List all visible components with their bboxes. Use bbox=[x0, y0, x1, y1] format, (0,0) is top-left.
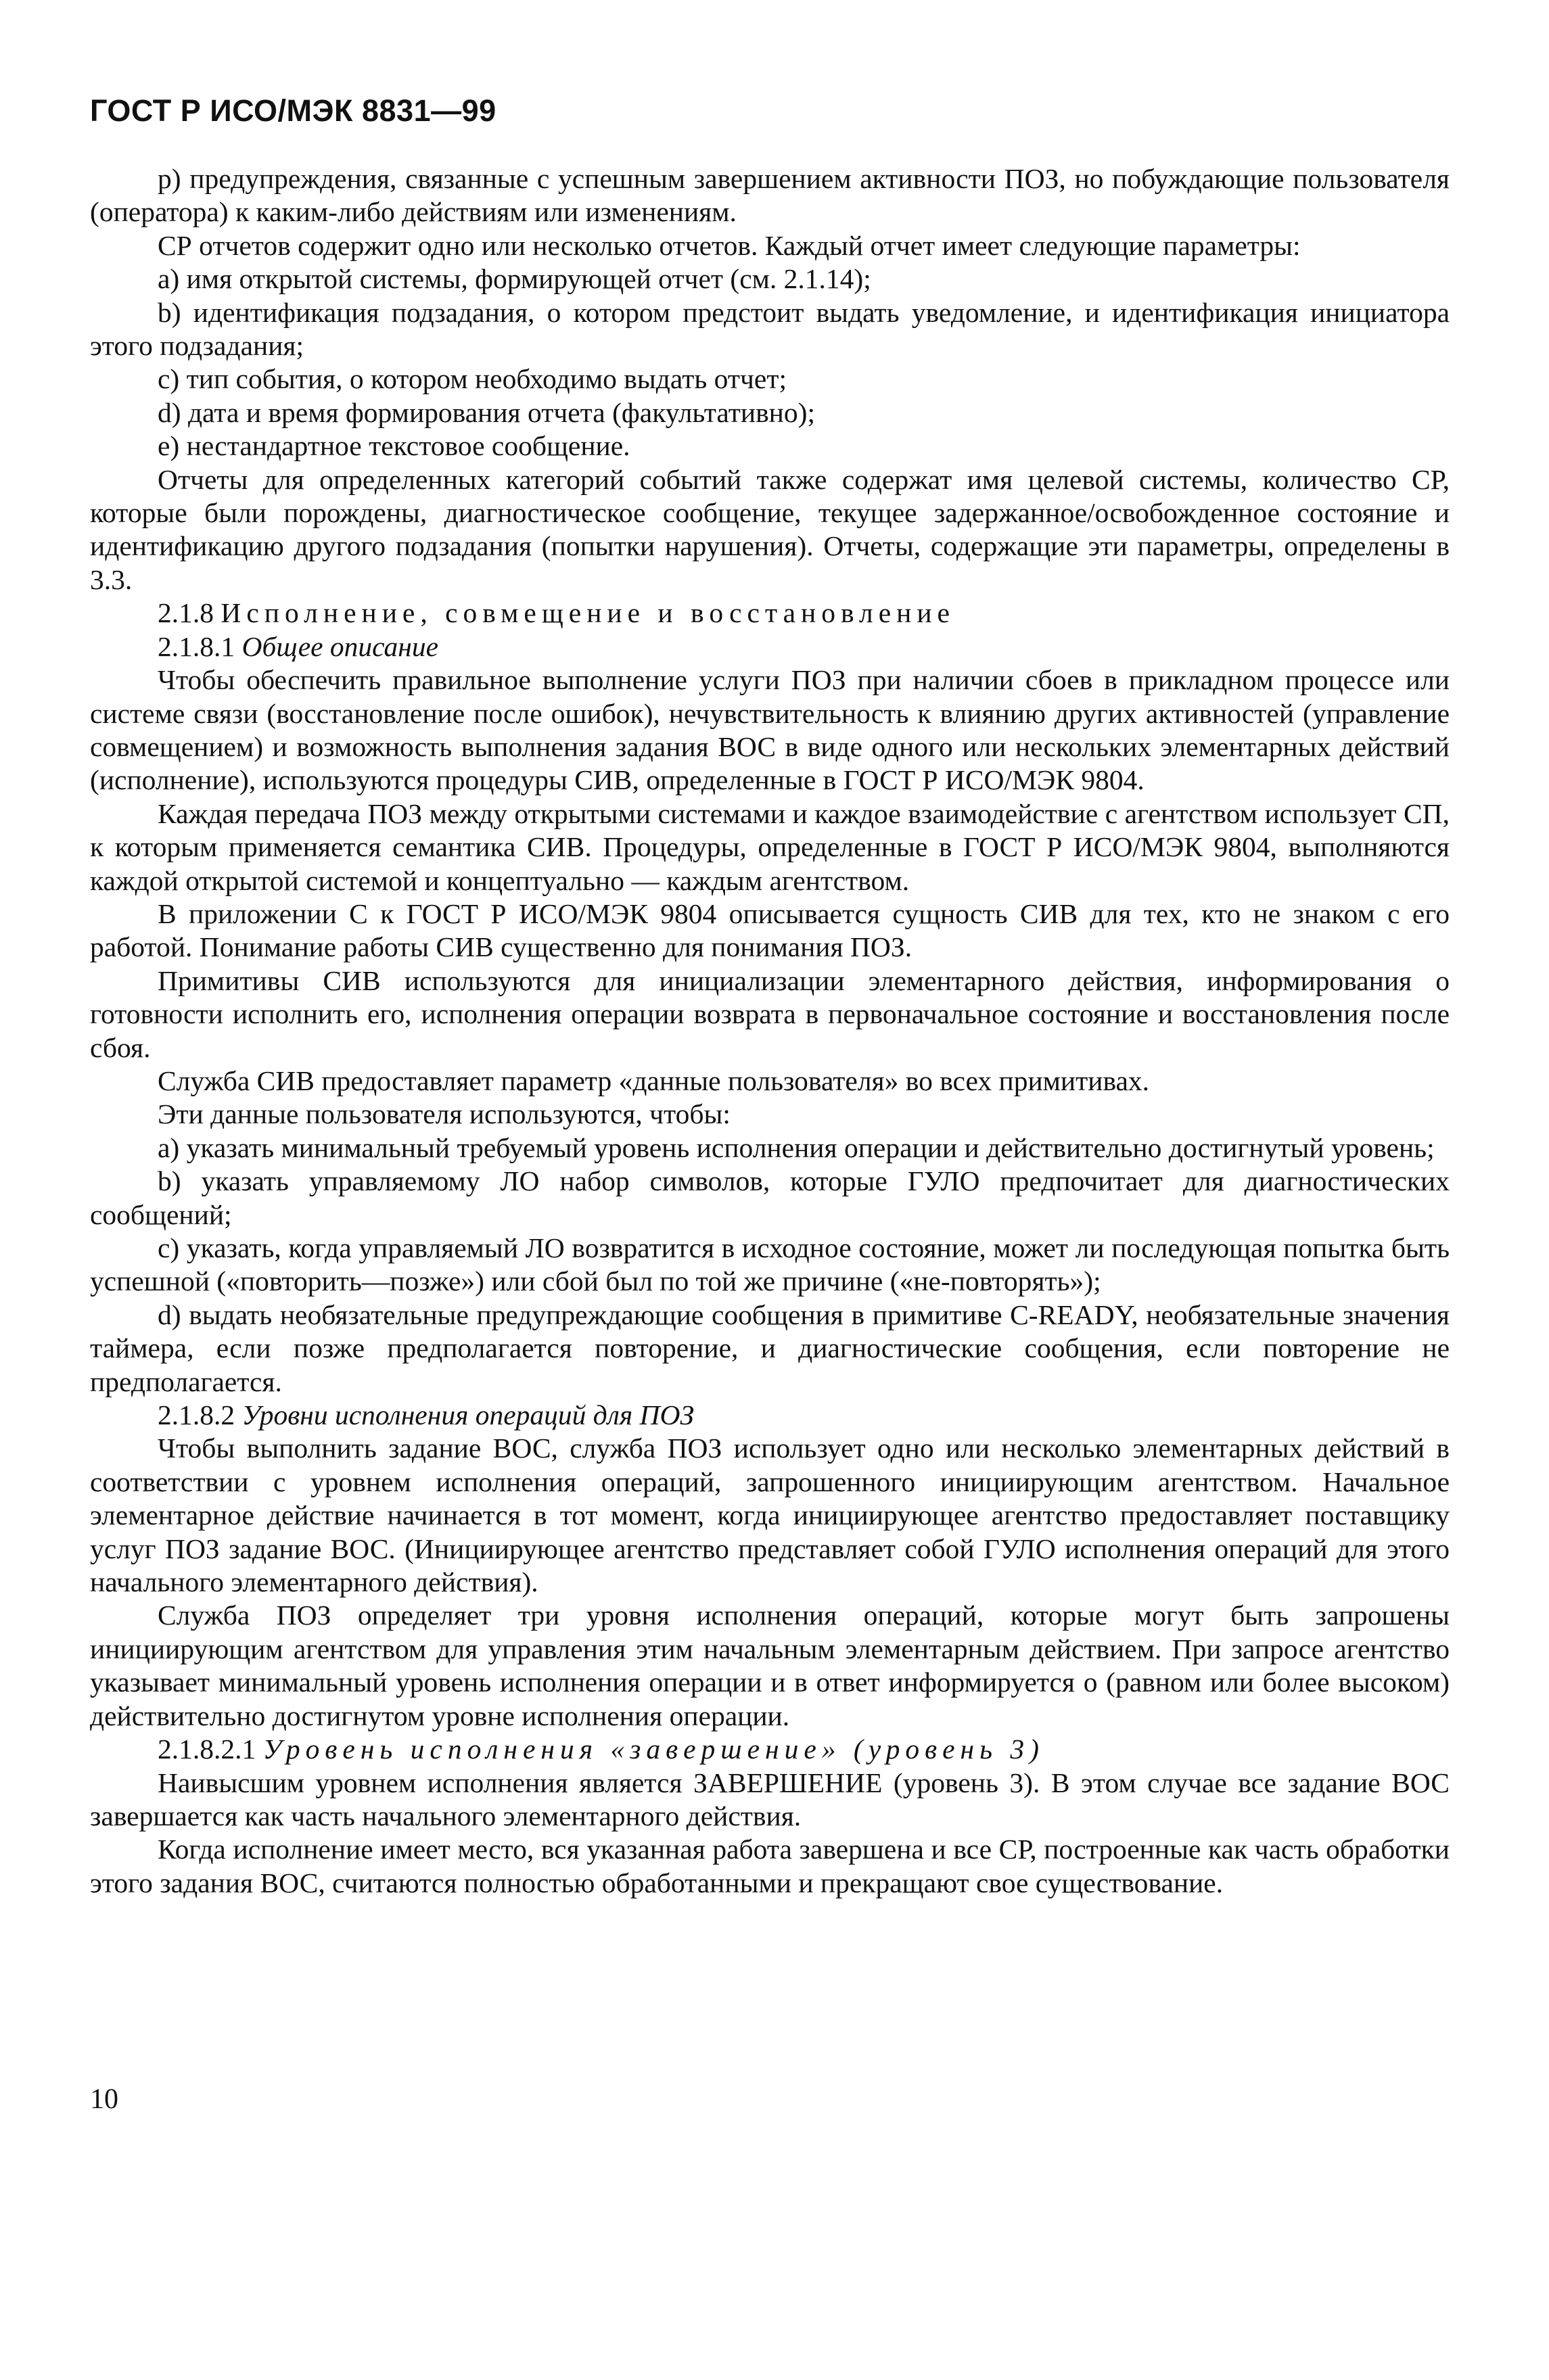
list-item-a: a) имя открытой системы, формирующей отчет (см. 2.1.14); bbox=[158, 263, 871, 295]
page-header: ГОСТ Р ИСО/МЭК 8831—99 bbox=[90, 93, 496, 128]
paragraph-primitives: Примитивы СИВ используются для инициализации элементарного действия, информирования о готовности исполнить его, исполнения операции возврата в первоначальное состояние и восстановления после сбоя. bbox=[90, 964, 1450, 1063]
section-number: 2.1.8.1 bbox=[158, 630, 235, 662]
section-number: 2.1.8.2 bbox=[158, 1399, 235, 1431]
list-item-e: e) нестандартное текстовое сообщение. bbox=[158, 430, 630, 462]
list-item-d: d) дата и время формирования отчета (факультативно); bbox=[158, 396, 815, 428]
section-heading-2-1-8 bbox=[90, 597, 1450, 630]
paragraph-ensure: Чтобы обеспечить правильное выполнение услуги ПОЗ при наличии сбоев в прикладном процессе или системе связи (восстановление после ошибок), нечувствительность к влиянию других активностей (управление совмещением) и возможность выполнения задания ВОС в виде одного или нескольких элементарных действий (исполнение), используются процедуры СИВ, определенные в ГОСТ Р ИСО/МЭК 9804. bbox=[90, 664, 1450, 796]
section-heading-2-1-8-2 bbox=[90, 1399, 1450, 1432]
section-number: 2.1.8.2.1 bbox=[158, 1733, 256, 1765]
paragraph-reports: Отчеты для определенных категорий событий также содержат имя целевой системы, количество СР, которые были порождены, диагностическое сообщение, текущее задержанное/освобожденное состояние и идентификацию другого подзадания (попытки нарушения). Отчеты, содержащие эти параметры, определены в 3.3. bbox=[90, 463, 1450, 595]
list-item-user-b: b) указать управляемому ЛО набор символов, которые ГУЛО предпочитает для диагностических сообщений; bbox=[90, 1165, 1450, 1230]
paragraph-highest-level: Наивысшим уровнем исполнения является ЗАВЕРШЕНИЕ (уровень 3). В этом случае все задание ВОС завершается как часть начального элементарного действия. bbox=[90, 1767, 1450, 1831]
paragraph-each-transfer: Каждая передача ПОЗ между открытыми системами и каждое взаимодействие с агентством использует СП, к которым применяется семантика СИВ. Процедуры, определенные в ГОСТ Р ИСО/МЭК 9804, выполняются каждой открытой системой и концептуально — каждым агентством. bbox=[90, 797, 1450, 896]
page-body bbox=[90, 162, 1450, 1900]
section-heading-2-1-8-2-1 bbox=[90, 1733, 1450, 1766]
paragraph-when-executed: Когда исполнение имеет место, вся указанная работа завершена и все СР, построенные как часть обработки этого задания ВОС, считаются полностью обработанными и прекращают свое существование. bbox=[90, 1834, 1450, 1898]
paragraph-item-p: p) предупреждения, связанные с успешным завершением активности ПОЗ, но побуждающие пользователя (оператора) к каким-либо действиям или изменениям. bbox=[90, 163, 1450, 228]
section-title: Уровни исполнения операций для ПОЗ bbox=[241, 1399, 695, 1431]
section-title: Общее описание bbox=[241, 630, 439, 662]
section-number: 2.1.8 bbox=[158, 597, 214, 629]
section-heading-2-1-8-1 bbox=[90, 630, 1450, 663]
paragraph-user-data: Эти данные пользователя используются, чтобы: bbox=[158, 1098, 731, 1130]
list-item-c: c) тип события, о котором необходимо выдать отчет; bbox=[158, 363, 787, 395]
paragraph-cr-reports: СР отчетов содержит одно или несколько отчетов. Каждый отчет имеет следующие параметры: bbox=[158, 229, 1301, 261]
section-title: Уровень исполнения «завершение» (уровень 3) bbox=[262, 1733, 1044, 1765]
list-item-user-d: d) выдать необязательные предупреждающие сообщения в примитиве C-READY, необязательные значения таймера, если позже предполагается повторение, и диагностические сообщения, если повторение не предполагается. bbox=[90, 1299, 1450, 1397]
page-number: 10 bbox=[90, 2084, 118, 2115]
section-title: Исполнение, совмещение и восстановление bbox=[221, 597, 955, 629]
list-item-b: b) идентификация подзадания, о котором предстоит выдать уведомление, и идентификация инициатора этого подзадания; bbox=[90, 296, 1450, 362]
list-item-user-c: c) указать, когда управляемый ЛО возвратится в исходное состояние, может ли последующая попытка быть успешной («повторить—позже») или сбой был по той же причине («не-повторять»); bbox=[90, 1232, 1450, 1297]
paragraph-service: Служба СИВ предоставляет параметр «данные пользователя» во всех примитивах. bbox=[158, 1065, 1150, 1096]
paragraph-three-levels: Служба ПОЗ определяет три уровня исполнения операций, которые могут быть запрошены инициирующим агентством для управления этим начальным элементарным действием. При запросе агентство указывает минимальный уровень исполнения операции и в ответ информируется о (равном или более высоком) действительно достигнутом уровне исполнения операции. bbox=[90, 1600, 1450, 1731]
paragraph-to-execute: Чтобы выполнить задание ВОС, служба ПОЗ использует одно или несколько элементарных действий в соответствии с уровнем исполнения операций, запрошенного инициирующим агентством. Начальное элементарное действие начинается в тот момент, когда инициирующее агентство предоставляет поставщику услуг ПОЗ задание ВОС. (Инициирующее агентство представляет собой ГУЛО исполнения операций для этого начального элементарного действия). bbox=[90, 1432, 1450, 1598]
paragraph-annex: В приложении С к ГОСТ Р ИСО/МЭК 9804 описывается сущность СИВ для тех, кто не знаком с его работой. Понимание работы СИВ существенно для понимания ПОЗ. bbox=[90, 897, 1450, 963]
list-item-user-a: a) указать минимальный требуемый уровень исполнения операции и действительно достигнутый уровень; bbox=[158, 1131, 1435, 1163]
